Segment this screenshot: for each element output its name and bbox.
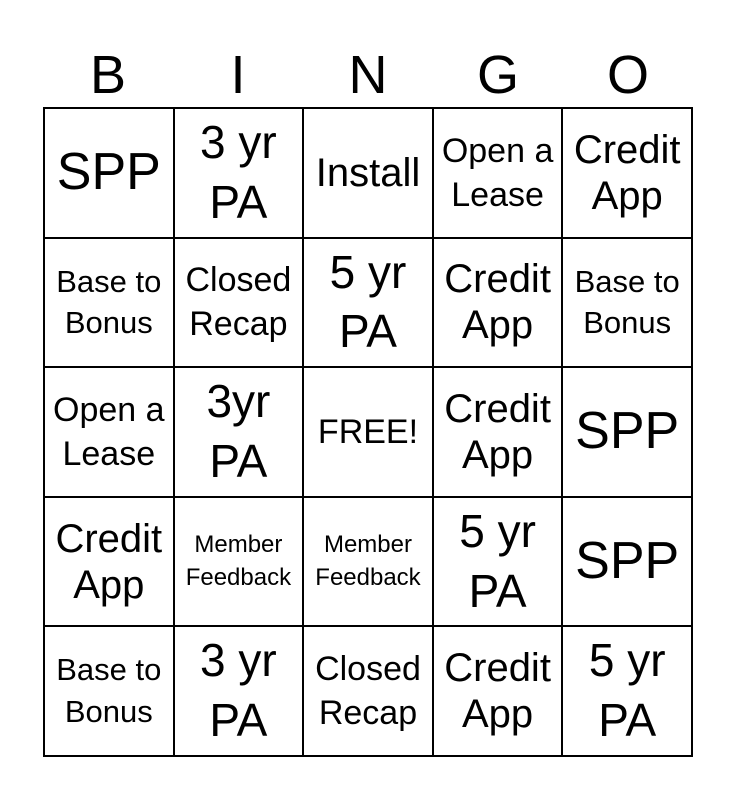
cell-label: Credit App	[444, 386, 551, 477]
bingo-cell[interactable]	[433, 238, 563, 368]
bingo-cell[interactable]	[174, 367, 304, 497]
free-space-cell[interactable]	[303, 367, 433, 497]
cell-label: Base to Bonus	[574, 263, 680, 341]
bingo-cell[interactable]	[562, 367, 692, 497]
cell-label: Install	[315, 150, 421, 195]
bingo-header	[43, 44, 693, 106]
bingo-cell[interactable]	[303, 108, 433, 238]
cell-label: 5 yr PA	[588, 634, 666, 747]
bingo-cell[interactable]	[44, 626, 174, 756]
cell-label: Credit App	[444, 646, 551, 737]
bingo-cell[interactable]	[562, 626, 692, 756]
bingo-cell[interactable]	[303, 238, 433, 368]
cell-label: Closed Recap	[185, 261, 292, 344]
cell-label: 5 yr PA	[459, 504, 536, 617]
header-letter-n: N	[348, 45, 388, 105]
cell-label: 5 yr PA	[329, 245, 407, 358]
bingo-cell[interactable]	[174, 497, 304, 627]
cell-label: 3 yr PA	[200, 634, 277, 747]
header-letter-b: B	[89, 45, 127, 105]
cell-label: 3yr PA	[206, 375, 271, 487]
bingo-cell[interactable]	[433, 497, 563, 627]
cell-label: Credit App	[55, 516, 163, 607]
cell-label: SPP	[575, 531, 680, 590]
cell-label: Credit App	[573, 127, 681, 218]
bingo-cell[interactable]	[44, 108, 174, 238]
cell-label: Open a Lease	[441, 131, 554, 214]
cell-label: Open a Lease	[53, 390, 165, 473]
cell-label: FREE!	[317, 412, 419, 451]
header-letter-o: O	[606, 45, 649, 105]
bingo-cell[interactable]	[303, 497, 433, 627]
header-letter-i: I	[230, 45, 246, 105]
bingo-cell[interactable]	[433, 108, 563, 238]
cell-label: SPP	[56, 142, 161, 201]
header-letter-g: G	[476, 45, 519, 105]
bingo-cell[interactable]	[44, 497, 174, 627]
bingo-cell[interactable]	[174, 626, 304, 756]
cell-label: Member Feedback	[315, 531, 421, 591]
bingo-cell[interactable]	[433, 367, 563, 497]
bingo-cell[interactable]	[562, 108, 692, 238]
bingo-cell[interactable]	[44, 238, 174, 368]
cell-label: Closed Recap	[315, 650, 421, 733]
cell-label: Credit App	[444, 257, 551, 348]
bingo-cell[interactable]	[44, 367, 174, 497]
bingo-cell[interactable]	[433, 626, 563, 756]
bingo-grid	[43, 107, 693, 757]
cell-label: 3 yr PA	[200, 116, 277, 228]
bingo-cell[interactable]	[303, 626, 433, 756]
bingo-cell[interactable]	[174, 108, 304, 238]
cell-label: Member Feedback	[185, 531, 292, 591]
cell-label: Base to Bonus	[56, 652, 162, 730]
bingo-cell[interactable]	[174, 238, 304, 368]
bingo-cell[interactable]	[562, 238, 692, 368]
bingo-cell[interactable]	[562, 497, 692, 627]
cell-label: SPP	[575, 402, 680, 461]
cell-label: Base to Bonus	[56, 263, 162, 341]
